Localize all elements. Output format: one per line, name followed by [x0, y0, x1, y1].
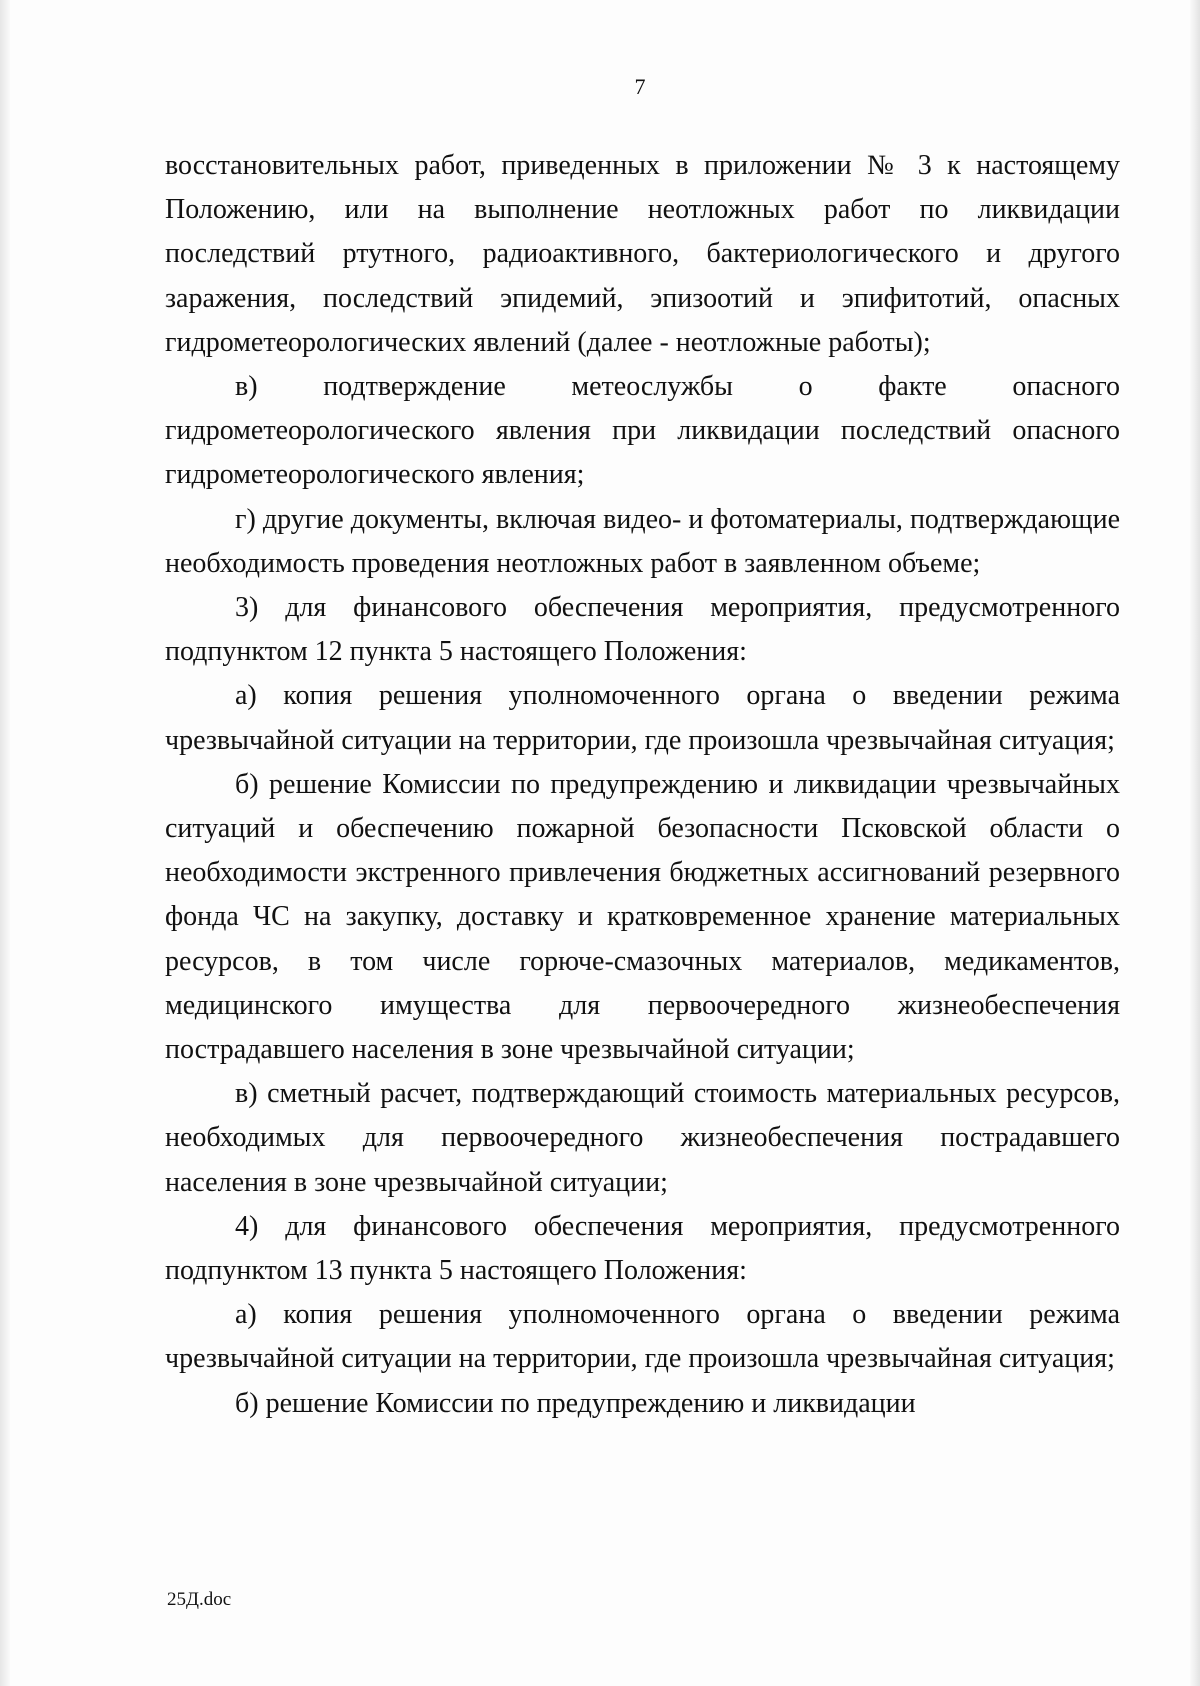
paragraph-item-g-other-documents: г) другие документы, включая видео- и фотоматериалы, подтверждающие необходимость проведения неотложных работ в заявленном объеме; [165, 503, 1120, 579]
paragraph-item-b-commission-decision: б) решение Комиссии по предупреждению и ликвидации чрезвычайных ситуаций и обеспечению пожарной безопасности Псковской области о необходимости экстренного привлечения бюджетных ассигнований резервного фонда ЧС на закупку, доставку и кратковременное хранение материальных ресурсов, в том числе горюче-смазочных материалов, медикаментов, медицинского имущества для первоочередного жизнеобеспечения пострадавшего населения в зоне чрезвычайной ситуации; [165, 768, 1120, 1066]
paragraph-item-3-heading: 3) для финансового обеспечения мероприятия, предусмотренного подпунктом 12 пункта 5 настоящего Положения: [165, 592, 1120, 668]
footer-filename: 25Д.doc [167, 1589, 232, 1610]
paragraph-item-v-estimate: в) сметный расчет, подтверждающий стоимость материальных ресурсов, необходимых для первоочередного жизнеобеспечения пострадавшего населения в зоне чрезвычайной ситуации; [165, 1078, 1120, 1198]
page-number: 7 [634, 74, 646, 99]
scan-edge-left [0, 0, 10, 1686]
paragraph-item-4-heading: 4) для финансового обеспечения мероприятия, предусмотренного подпунктом 13 пункта 5 настоящего Положения: [165, 1210, 1120, 1287]
document-body [165, 144, 1120, 1426]
paragraph-item-b-commission-decision-2: б) решение Комиссии по предупреждению и ликвидации [235, 1387, 916, 1419]
paragraph-continuation: восстановительных работ, приведенных в приложении № 3 к настоящему Положению, или на выполнение неотложных работ по ликвидации последствий ртутного, радиоактивного, бактериологического и другого заражения, последствий эпидемий, эпизоотий и эпифитотий, опасных гидрометеорологических явлений (далее - неотложные работы); [165, 150, 1120, 358]
scan-edge-right [1190, 0, 1200, 1686]
paragraph-item-v-confirmation: в) подтверждение метеослужбы о факте опасного гидрометеорологического явления при ликвидации последствий опасного гидрометеорологического явления; [165, 371, 1120, 491]
paragraph-item-a-copy-decision-2: а) копия решения уполномоченного органа о введении режима чрезвычайной ситуации на территории, где произошла чрезвычайная ситуация; [165, 1299, 1120, 1375]
paragraph-item-a-copy-decision: а) копия решения уполномоченного органа о введении режима чрезвычайной ситуации на территории, где произошла чрезвычайная ситуация; [165, 680, 1120, 756]
